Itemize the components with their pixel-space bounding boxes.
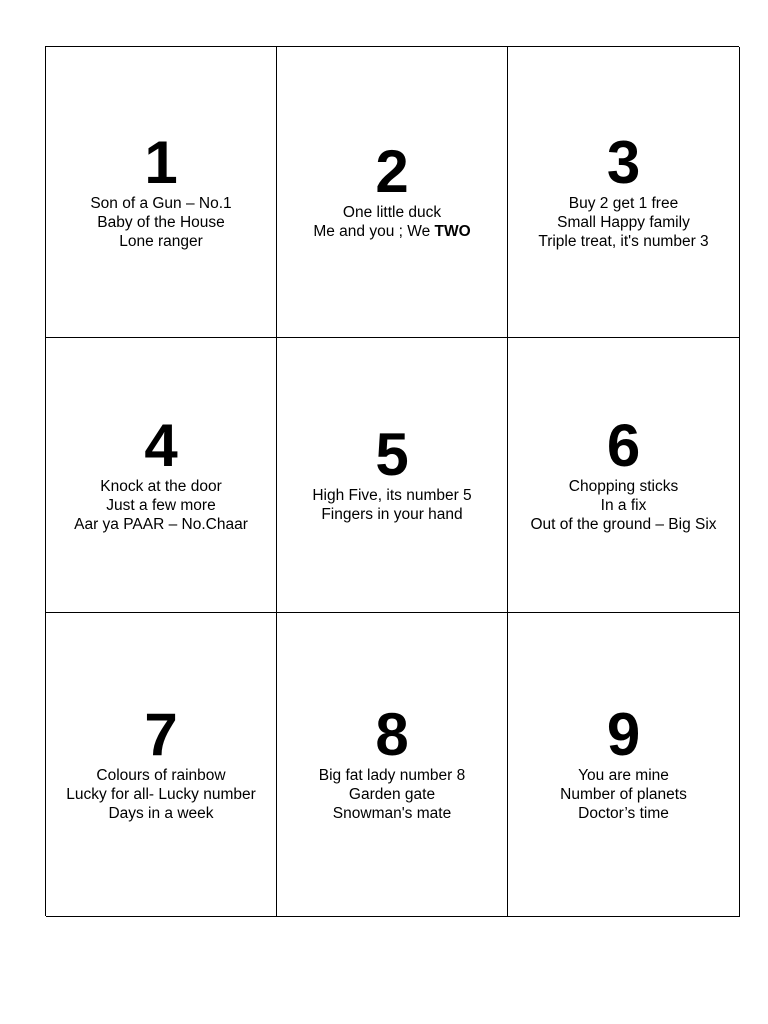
card-number: 2 (375, 138, 409, 205)
card-line: Big fat lady number 8 (318, 767, 466, 784)
card-line: High Five, its number 5 (312, 487, 472, 504)
card-line: Baby of the House (97, 213, 225, 231)
number-card-grid (45, 46, 739, 916)
card-line: Chopping sticks (568, 477, 679, 495)
card-line: Buy 2 get 1 free (568, 194, 679, 212)
card-line: Lucky for all- Lucky number (66, 786, 256, 803)
card-7 (46, 613, 277, 917)
card-line: In a fix (600, 496, 647, 514)
card-1 (46, 47, 277, 338)
card-line: You are mine (578, 767, 669, 784)
card-line: Knock at the door (100, 477, 222, 495)
card-number: 3 (606, 128, 641, 196)
card-line: Small Happy family (557, 213, 690, 231)
card-5 (277, 338, 508, 613)
card-line-bold-text: TWO (434, 223, 471, 240)
card-line: Doctor’s time (578, 805, 669, 822)
card-4 (46, 338, 277, 613)
card-line (313, 222, 470, 241)
card-line: Fingers in your hand (321, 506, 463, 523)
card-2 (277, 47, 508, 338)
card-number: 7 (144, 701, 178, 768)
card-line: Snowman's mate (332, 805, 452, 822)
card-9 (508, 613, 740, 917)
card-number: 4 (144, 411, 178, 479)
card-line: Colours of rainbow (96, 767, 226, 784)
card-line-text: Me and you ; We (313, 223, 435, 240)
card-number: 9 (606, 701, 641, 768)
card-6 (508, 338, 740, 613)
card-number: 1 (144, 128, 178, 196)
card-line: One little duck (342, 204, 442, 221)
card-line: Lone ranger (119, 232, 203, 250)
card-line: Garden gate (348, 786, 436, 803)
card-line: Days in a week (108, 805, 214, 822)
card-number: 8 (375, 701, 409, 768)
card-line: Triple treat, it's number 3 (538, 232, 709, 250)
card-number: 6 (606, 411, 641, 479)
card-line: Out of the ground – Big Six (530, 515, 717, 533)
card-8 (277, 613, 508, 917)
card-3 (508, 47, 740, 338)
card-number: 5 (375, 421, 409, 488)
card-line: Just a few more (106, 496, 216, 514)
card-line: Number of planets (560, 786, 687, 803)
card-line: Aar ya PAAR – No.Chaar (74, 515, 248, 533)
card-line: Son of a Gun – No.1 (90, 194, 232, 212)
